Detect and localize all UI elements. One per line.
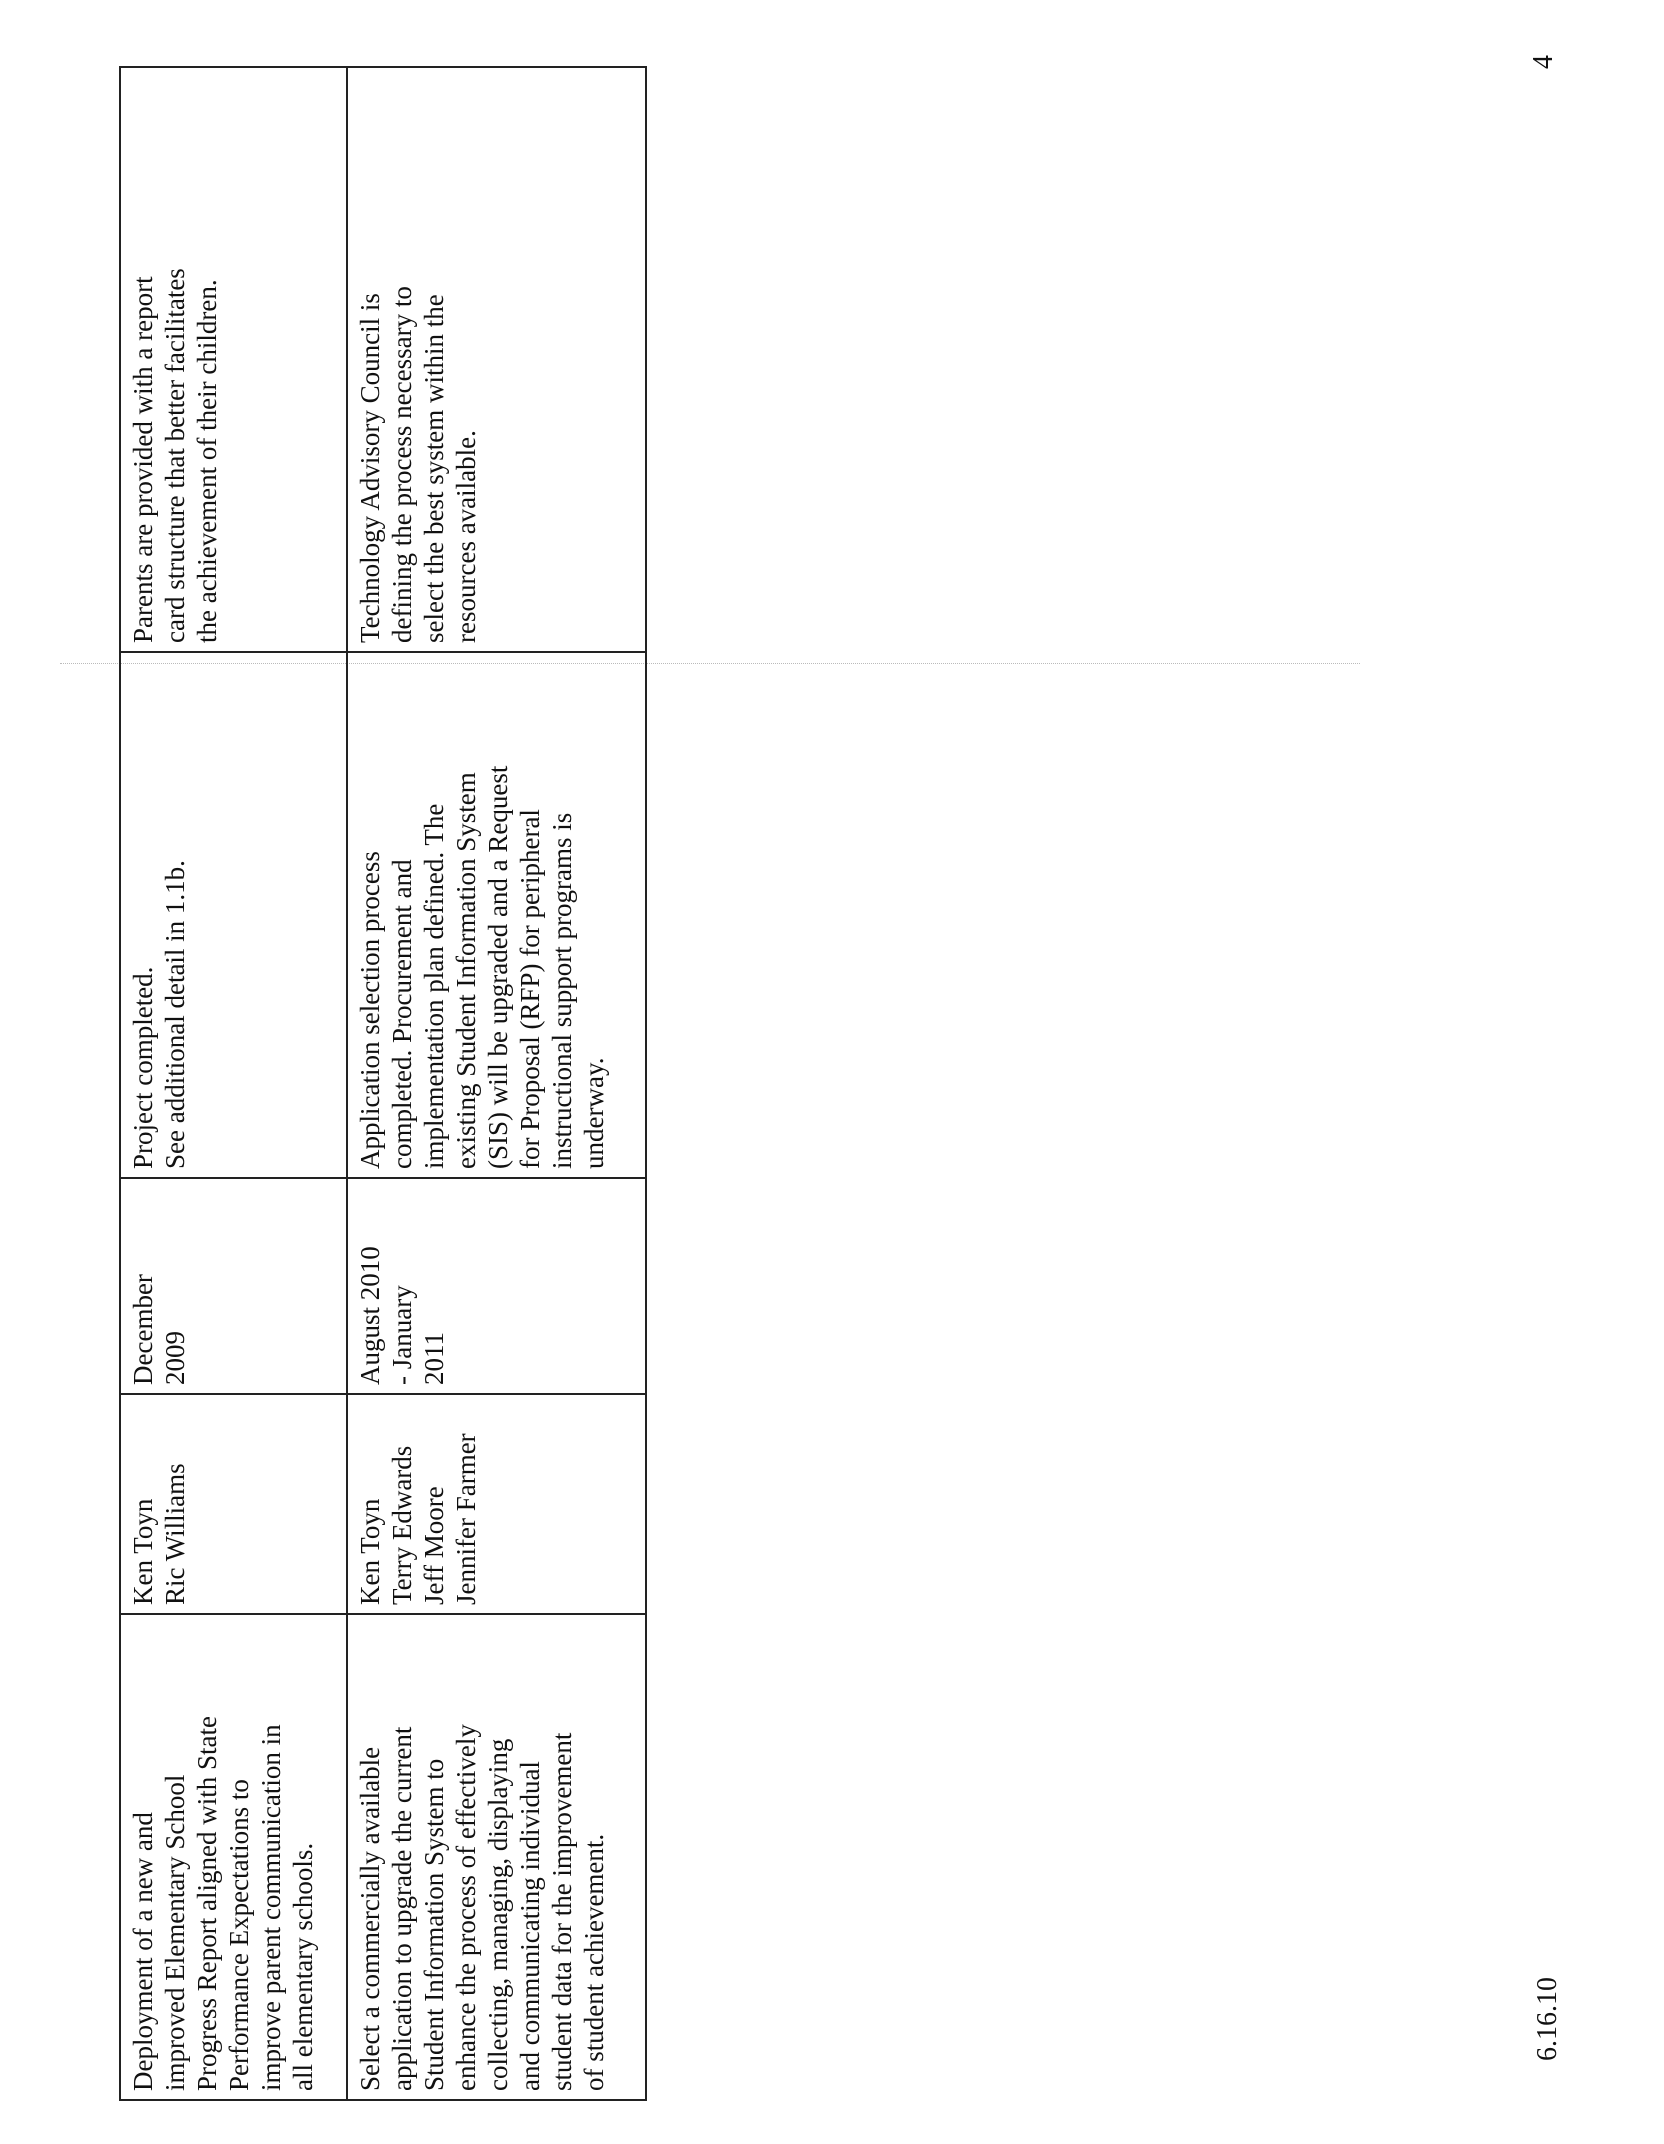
status-cell [347,652,646,1178]
timeline-text: August 2010 - January 2011 [355,1246,450,1385]
table-row [347,67,646,2100]
objective-text: Deployment of a new and improved Elementary School Progress Report aligned with State Performance Expectations to improve parent communication in all elementary schools. [128,1716,318,2091]
status-text: Project completed. See additional detail in 1.1b. [128,860,190,1169]
responsible-cell [120,1394,347,1614]
outcome-text: Technology Advisory Council is defining the process necessary to select the best system within the resources available. [355,286,482,643]
objective-text: Select a commercially available application to upgrade the current Student Information System to enhance the process of effectively collecting, managing, displaying and communicating individual student data for the improvement of student achievement. [355,1724,610,2091]
status-cell [120,652,347,1178]
responsible-text: Ken Toyn Terry Edwards Jeff Moore Jennifer Farmer [355,1433,482,1605]
outcome-text: Parents are provided with a report card structure that better facilitates the achievement of their children. [128,268,222,643]
table-row [120,67,347,2100]
status-text: Application selection process completed. Procurement and implementation plan defined. The existing Student Information System (SIS) will be upgraded and a Request for Proposal (RFP) for peripheral instructional support programs is underway. [355,765,610,1169]
responsible-text: Ken Toyn Ric Williams [128,1463,190,1605]
timeline-cell [347,1178,646,1394]
outcome-cell [120,67,347,652]
timeline-text: December 2009 [128,1274,190,1385]
footer-date: 6.16.10 [1532,1977,1563,2061]
status-table [119,66,647,2101]
page-number: 4 [1528,55,1559,69]
rotated-table-frame [119,68,647,2101]
table-container [119,68,647,2101]
objective-cell [347,1614,646,2100]
responsible-cell [347,1394,646,1614]
objective-cell [120,1614,347,2100]
outcome-cell [347,67,646,652]
timeline-cell [120,1178,347,1394]
